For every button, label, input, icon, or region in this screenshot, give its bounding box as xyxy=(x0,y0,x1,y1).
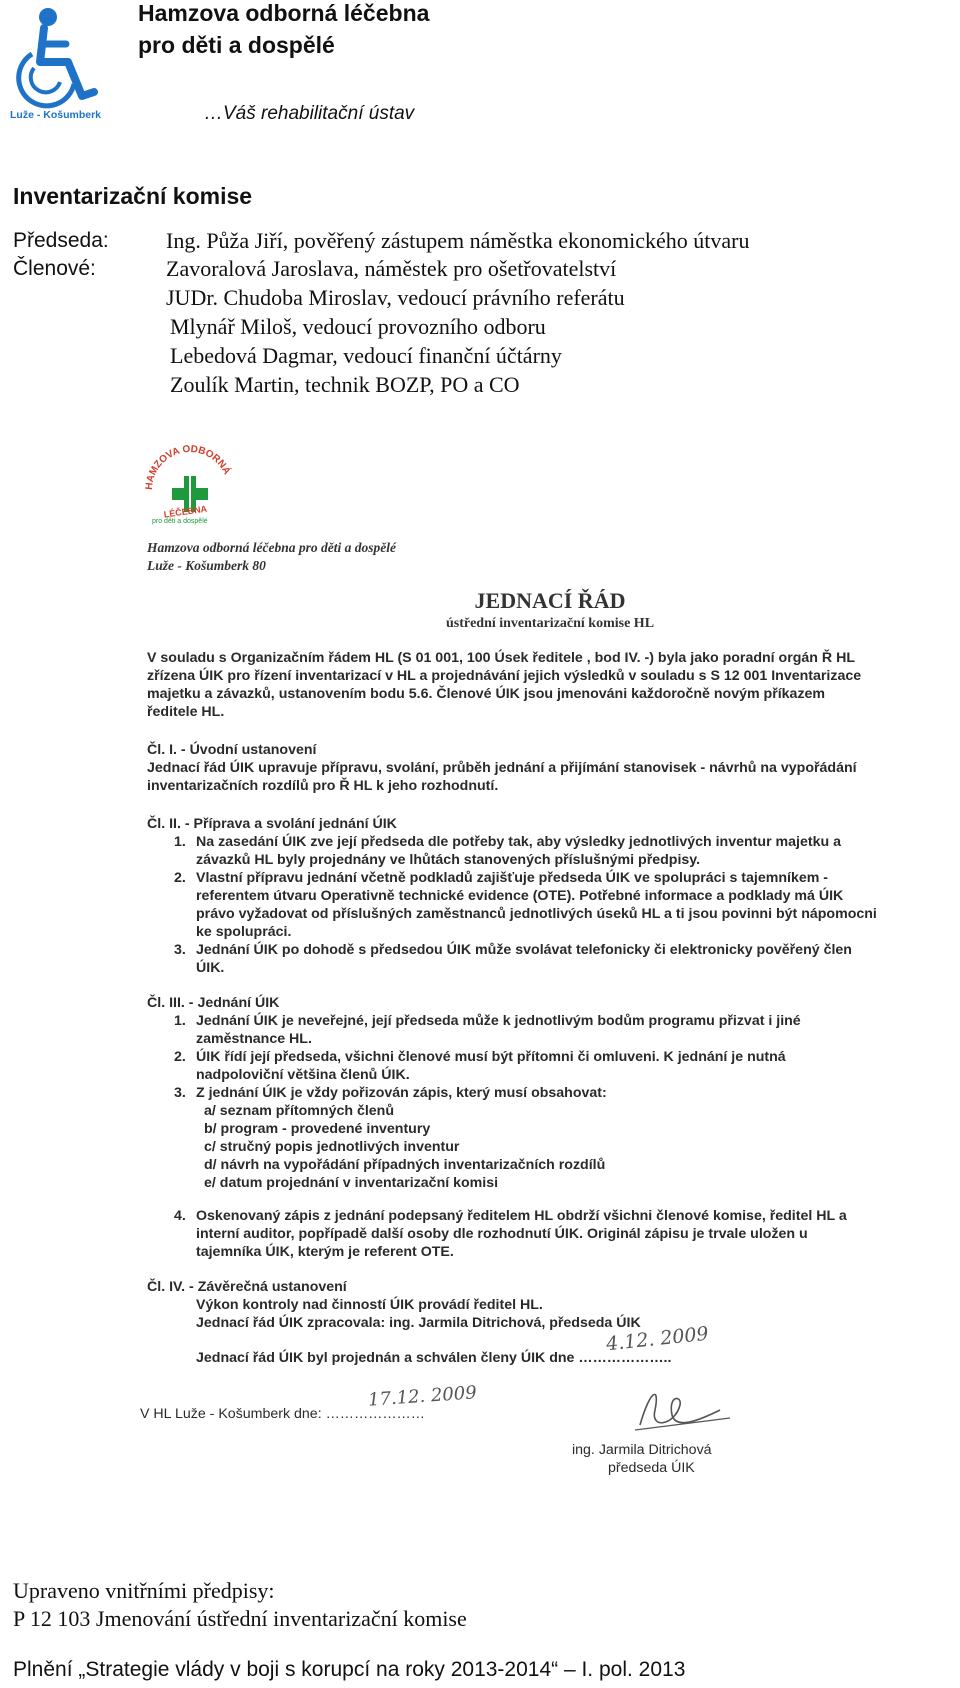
item-text: právo vyžadovat od příslušných zaměstnanců jednotlivých úseků HL a ti jsou povinni být nápomocni xyxy=(196,906,877,922)
item-text: Vlastní přípravu jednání včetně podkladů zajišťuje předseda ÚIK ve spolupráci s tajemníkem - xyxy=(196,870,829,886)
scan-org-address: Luže - Košumberk 80 xyxy=(147,558,266,573)
sub-item: b/ program - provedené inventury xyxy=(204,1121,431,1137)
sub-item: e/ datum projednání v inventarizační komisi xyxy=(204,1175,499,1191)
place-line: V HL Luže - Košumberk dne: ………………… xyxy=(140,1406,425,1422)
sub-item: c/ stručný popis jednotlivých inventur xyxy=(204,1139,460,1155)
member-item: Mlynář Miloš, vedoucí provozního odboru xyxy=(170,314,546,339)
item-text: referentem útvaru Operativně technické evidence (OTE). Potřebné informace a podklady má ÚIK xyxy=(196,888,844,904)
place-date-handwritten: 17.12. 2009 xyxy=(367,1382,478,1411)
intro-line: ředitele HL. xyxy=(147,704,225,720)
hospital-logo xyxy=(10,4,102,130)
item-text: tajemníka ÚIK, kterým je referent OTE. xyxy=(196,1244,454,1260)
item-text: Jednání ÚIK je neveřejné, její předseda může k jednotlivým bodům programu přizvat i jiné xyxy=(196,1013,801,1029)
scanned-document xyxy=(140,440,960,1530)
item-text: Oskenovaný zápis z jednání podepsaný ředitelem HL obdrží všichni členové komise, ředitel HL a xyxy=(196,1208,847,1224)
approval-date-handwritten: 4.12. 2009 xyxy=(605,1322,710,1356)
member-item: Zavoralová Jaroslava, náměstek pro ošetřovatelství xyxy=(166,256,617,281)
item-number: 4. xyxy=(174,1208,186,1224)
signer-role: předseda ÚIK xyxy=(608,1460,695,1476)
item-number: 1. xyxy=(174,834,186,850)
scan-org-name: Hamzova odborná léčebna pro děti a dospělé xyxy=(147,540,396,555)
item-text: Z jednání ÚIK je vždy pořizován zápis, který musí obsahovat: xyxy=(196,1085,607,1101)
member-item: JUDr. Chudoba Miroslav, vedoucí právního referátu xyxy=(166,285,625,310)
doc-title: JEDNACÍ ŘÁD xyxy=(474,588,626,613)
item-text: nadpoloviční většina členů ÚIK. xyxy=(196,1067,410,1083)
org-name-line2: pro děti a dospělé xyxy=(138,32,335,58)
svg-text:HAMZOVA ODBORNÁ: HAMZOVA ODBORNÁ xyxy=(143,443,233,491)
scan-logo xyxy=(140,440,240,530)
section-4-text: Výkon kontroly nad činností ÚIK provádí ředitel HL. xyxy=(196,1297,543,1313)
signature xyxy=(620,1380,740,1440)
item-text: ÚIK. xyxy=(196,960,225,976)
section-4-text: Jednací řád ÚIK zpracovala: ing. Jarmila Ditrichová, předseda ÚIK xyxy=(196,1315,641,1331)
item-text: Na zasedání ÚIK zve její předseda dle potřeby tak, aby výsledky jednotlivých inventur majetku a xyxy=(196,834,841,850)
commission-title: Inventarizační komise xyxy=(13,183,253,209)
item-number: 2. xyxy=(174,1049,186,1065)
medical-cross-icon xyxy=(140,440,240,530)
chair-name: Ing. Půža Jiří, pověřený zástupem náměstka ekonomického útvaru xyxy=(166,228,750,253)
members-label: Členové: xyxy=(13,257,96,280)
member-item: Lebedová Dagmar, vedoucí finanční účtárny xyxy=(170,343,562,368)
item-text: Jednání ÚIK po dohodě s předsedou ÚIK může svolávat telefonicky či elektronicky pověřený člen xyxy=(196,942,852,958)
approval-line: Jednací řád ÚIK byl projednán a schválen členy ÚIK dne ……………….. xyxy=(196,1350,672,1366)
item-number: 1. xyxy=(174,1013,186,1029)
intro-line: majetku a závazků, ustanovením bodu 5.6. Členové ÚIK jsou jmenováni každoročně novým příkazem xyxy=(147,686,826,702)
item-text: zaměstnance HL. xyxy=(196,1031,312,1047)
chair-label: Předseda: xyxy=(13,229,109,252)
member-item: Zoulík Martin, technik BOZP, PO a CO xyxy=(170,372,520,397)
item-number: 3. xyxy=(174,942,186,958)
logo-caption: Luže - Košumberk xyxy=(10,109,102,121)
item-number: 2. xyxy=(174,870,186,886)
item-text: závazků HL byly projednány ve lhůtách stanovených příslušnými předpisy. xyxy=(196,852,701,868)
section-3-title: Čl. III. - Jednání ÚIK xyxy=(147,995,280,1011)
item-text: ÚIK řídí její předseda, všichni členové musí být přítomni či omluveni. K jednání je nutná xyxy=(196,1049,786,1065)
intro-line: V souladu s Organizačním řádem HL (S 01 001, 100 Úsek ředitele , bod IV. -) byla jako poradní orgán Ř HL xyxy=(147,650,856,666)
svg-text:LÉČEBNA: LÉČEBNA xyxy=(163,503,208,520)
section-1-text: Jednací řád ÚIK upravuje přípravu, svolání, průběh jednání a přijímání stanovisek - návrhů na vypořádání xyxy=(147,760,857,776)
section-1-title: Čl. I. - Úvodní ustanovení xyxy=(147,742,317,758)
section-4-title: Čl. IV. - Závěrečná ustanovení xyxy=(147,1279,347,1295)
item-text: ke spolupráci. xyxy=(196,924,292,940)
org-name-line1: Hamzova odborná léčebna xyxy=(138,0,430,26)
doc-subtitle: ústřední inventarizační komise HL xyxy=(445,616,655,631)
intro-line: zřízena ÚIK pro řízení inventarizací v HL a projednávání jejich výsledků v souladu s S 12 001 Inventarizace xyxy=(147,668,862,684)
signer-name: ing. Jarmila Ditrichová xyxy=(572,1442,712,1458)
amended-label: Upraveno vnitřními předpisy: xyxy=(13,1578,275,1603)
sub-item: a/ seznam přítomných členů xyxy=(204,1103,395,1119)
sub-item: d/ návrh na vypořádání případných inventarizačních rozdílů xyxy=(204,1157,606,1173)
item-text: interní auditor, popřípadě další osoby dle rozhodnutí ÚIK. Originál zápisu je trvale uložen u xyxy=(196,1226,808,1242)
section-1-text: inventarizačních rozdílů pro Ř HL k jeho rozhodnutí. xyxy=(147,778,499,794)
item-number: 3. xyxy=(174,1085,186,1101)
amended-reference: P 12 103 Jmenování ústřední inventarizační komise xyxy=(13,1606,467,1631)
tagline: …Váš rehabilitační ústav xyxy=(204,103,415,124)
section-2-title: Čl. II. - Příprava a svolání jednání ÚIK xyxy=(147,816,397,832)
scan-logo-sub: pro děti a dospělé xyxy=(152,518,208,525)
footer-note: Plnění „Strategie vlády v boji s korupcí na roky 2013-2014“ – I. pol. 2013 xyxy=(13,1658,686,1681)
